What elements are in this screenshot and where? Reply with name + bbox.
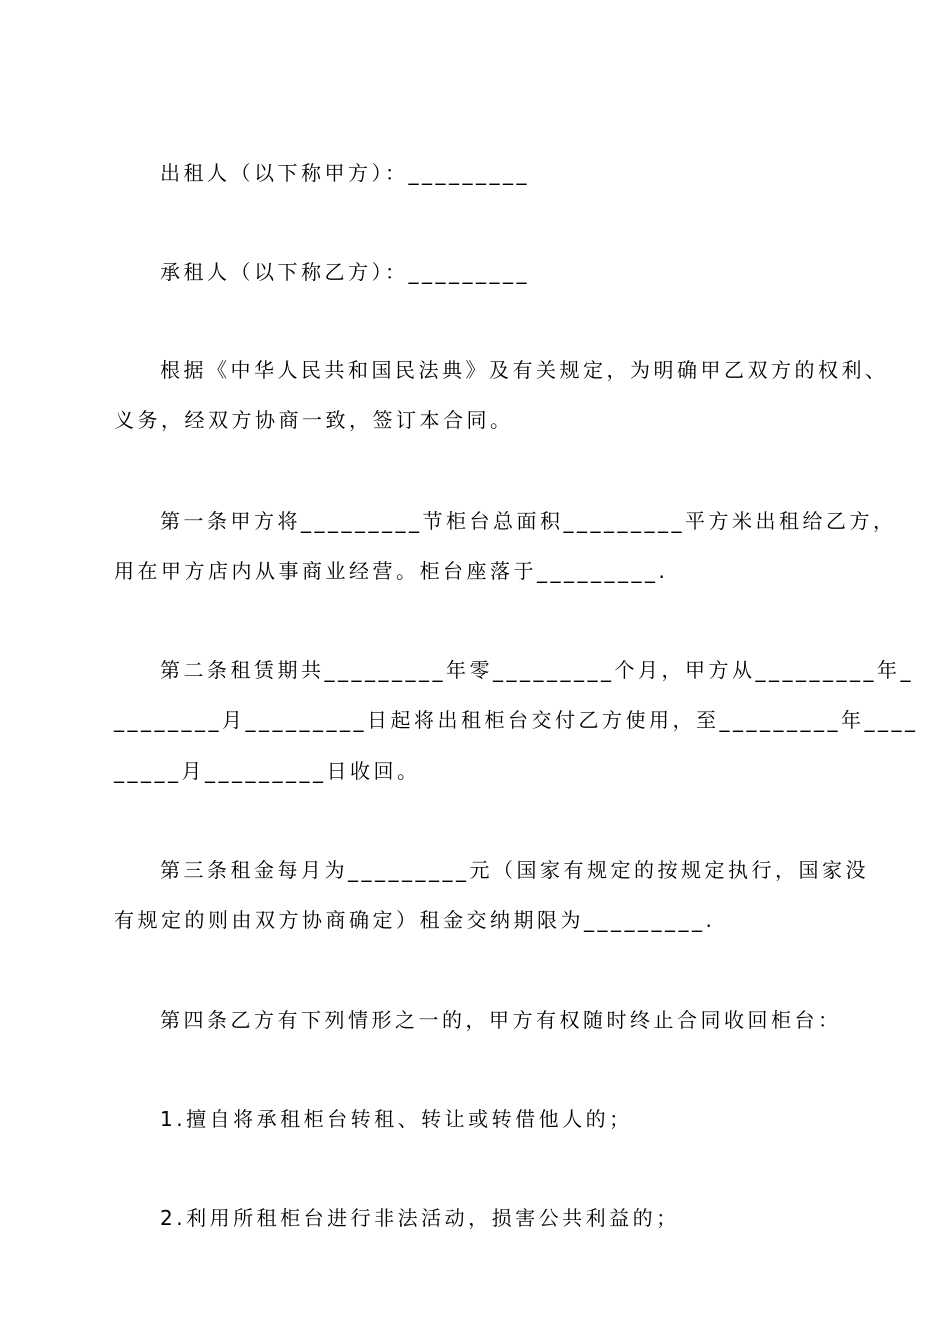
article4-item-1: 1.擅自将承租柜台转租、转让或转借他人的； <box>160 1107 633 1131</box>
article4-intro: 第四条乙方有下列情形之一的，甲方有权随时终止合同收回柜台： <box>160 1008 842 1032</box>
article3-line-2: 有规定的则由双方协商确定）租金交纳期限为_________. <box>114 908 716 932</box>
article4-item-2: 2.利用所租柜台进行非法活动，损害公共利益的； <box>160 1206 680 1230</box>
article1-line-1: 第一条甲方将_________节柜台总面积_________平方米出租给乙方， <box>160 509 897 533</box>
lessor-line: 出租人（以下称甲方）：_________ <box>160 161 530 185</box>
article2-line-3: _____月_________日收回。 <box>114 759 421 783</box>
article2-line-1: 第二条租赁期共_________年零_________个月，甲方从_________年_ <box>160 658 914 682</box>
article1-line-2: 用在甲方店内从事商业经营。柜台座落于_________. <box>114 559 669 583</box>
preamble-line-2: 义务，经双方协商一致，签订本合同。 <box>114 408 514 432</box>
lessee-line: 承租人（以下称乙方）：_________ <box>160 260 530 284</box>
preamble-line-1: 根据《中华人民共和国民法典》及有关规定，为明确甲乙双方的权利、 <box>160 358 889 382</box>
article2-line-2: ________月_________日起将出租柜台交付乙方使用，至_________年____ <box>114 708 919 732</box>
article3-line-1: 第三条租金每月为_________元（国家有规定的按规定执行，国家没 <box>160 858 869 882</box>
